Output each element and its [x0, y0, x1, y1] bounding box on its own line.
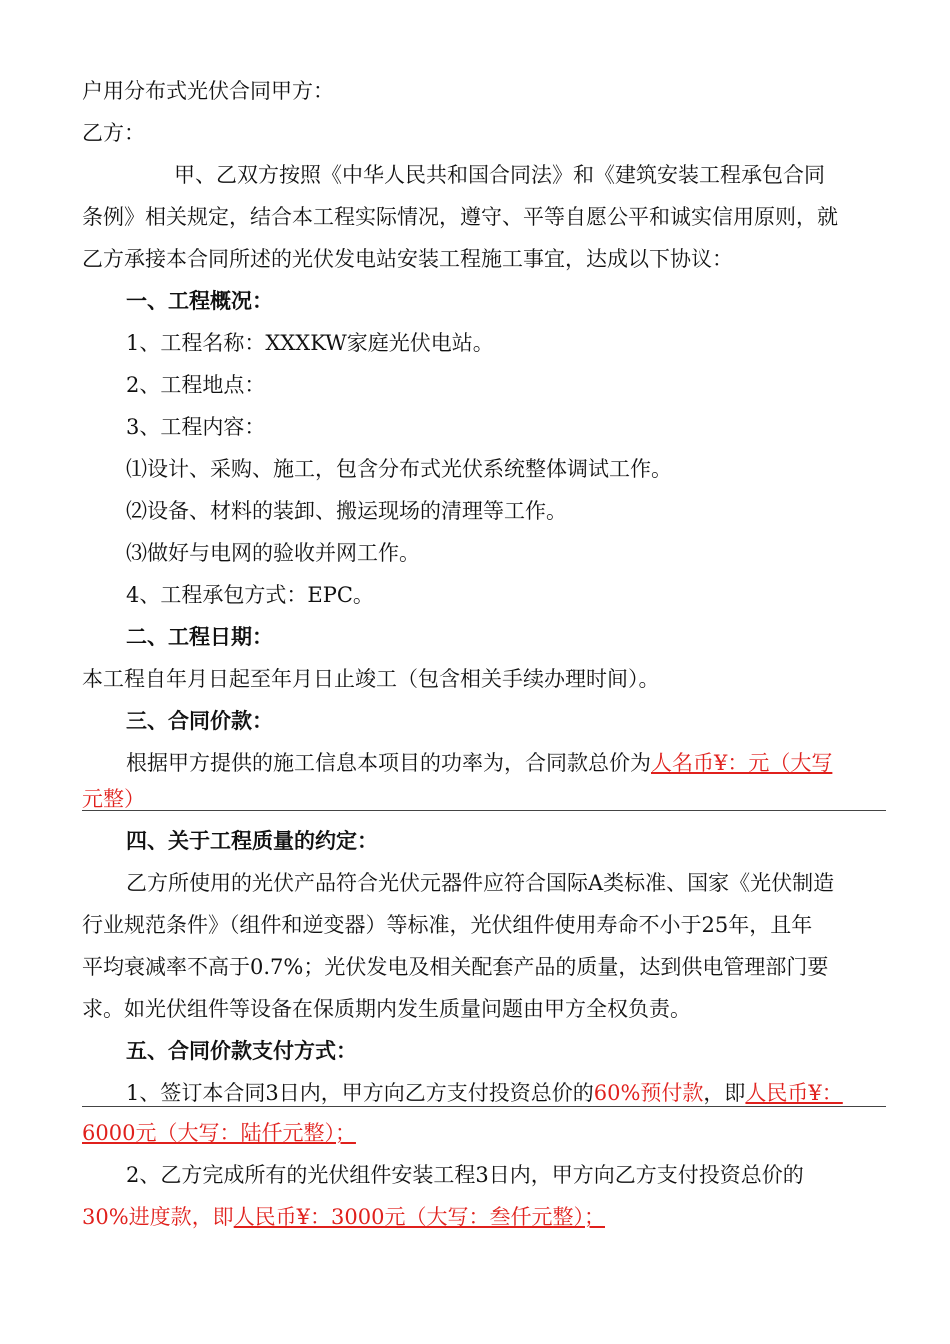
section-5-heading: 五、合同价款支付方式：	[126, 1038, 357, 1063]
party-a-line: 户用分布式光伏合同甲方：	[82, 79, 334, 103]
payment-1-conj: ，即	[703, 1081, 746, 1105]
payment-1-text: 1、签订本合同3日内，甲方向乙方支付投资总价的	[126, 1081, 594, 1105]
price-text: 根据甲方提供的施工信息本项目的功率为，合同款总价为	[126, 751, 651, 775]
content-item-3: ⑶做好与电网的验收并网工作。	[126, 541, 420, 565]
payment-2-amount: 人民币¥：3000元（大写：叁仟元整）；	[233, 1205, 605, 1229]
section-2-heading: 二、工程日期：	[126, 624, 273, 649]
quality-line-4: 求。如光伏组件等设备在保质期内发生质量问题由甲方全权负责。	[82, 997, 691, 1021]
price-amount: 人名币¥：元（大写	[651, 751, 833, 775]
prepayment-label: 60%预付款	[593, 1081, 704, 1105]
intro-line-1: 甲、乙双方按照《中华人民共和国合同法》和《建筑安装工程承包合同	[174, 163, 825, 187]
contract-mode: 4、工程承包方式：EPC。	[126, 583, 374, 607]
project-name: 1、工程名称：XXXKW家庭光伏电站。	[126, 331, 494, 355]
project-content: 3、工程内容：	[126, 415, 266, 439]
payment-2-line-1: 2、乙方完成所有的光伏组件安装工程3日内，甲方向乙方支付投资总价的	[126, 1163, 804, 1187]
price-line-2: 元整）	[82, 787, 145, 811]
progress-payment-label: 30%进度款	[82, 1205, 192, 1229]
intro-line-2: 条例》相关规定，结合本工程实际情况，遵守、平等自愿公平和诚实信用原则，就	[82, 205, 838, 229]
section-1-heading: 一、工程概况：	[126, 288, 273, 313]
quality-line-1: 乙方所使用的光伏产品符合光伏元器件应符合国际A类标准、国家《光伏制造	[126, 871, 835, 895]
project-dates: 本工程自年月日起至年月日止竣工（包含相关手续办理时间）。	[82, 667, 660, 691]
price-line-1	[126, 748, 832, 778]
payment-1-line-2: 6000元（大写：陆仟元整）；	[82, 1121, 356, 1145]
intro-line-3: 乙方承接本合同所述的光伏发电站安装工程施工事宜，达成以下协议：	[82, 247, 733, 271]
content-item-1: ⑴设计、采购、施工，包含分布式光伏系统整体调试工作。	[126, 457, 672, 481]
section-3-heading: 三、合同价款：	[126, 708, 273, 733]
payment-2-line-2	[82, 1202, 605, 1232]
quality-line-3: 平均衰减率不高于0.7%；光伏发电及相关配套产品的质量，达到供电管理部门要	[82, 955, 829, 979]
party-b-line: 乙方：	[82, 121, 145, 145]
quality-line-2: 行业规范条件》（组件和逆变器）等标准，光伏组件使用寿命不小于25年，且年	[82, 913, 813, 937]
divider-line-2	[82, 1106, 886, 1107]
project-location: 2、工程地点：	[126, 373, 266, 397]
content-item-2: ⑵设备、材料的装卸、搬运现场的清理等工作。	[126, 499, 567, 523]
divider-line	[82, 810, 886, 811]
payment-1-amount-label: 人民币¥：	[745, 1081, 843, 1105]
payment-1-line-1	[126, 1078, 843, 1108]
payment-2-conj: ，即	[191, 1205, 234, 1229]
section-4-heading: 四、关于工程质量的约定：	[126, 828, 378, 853]
